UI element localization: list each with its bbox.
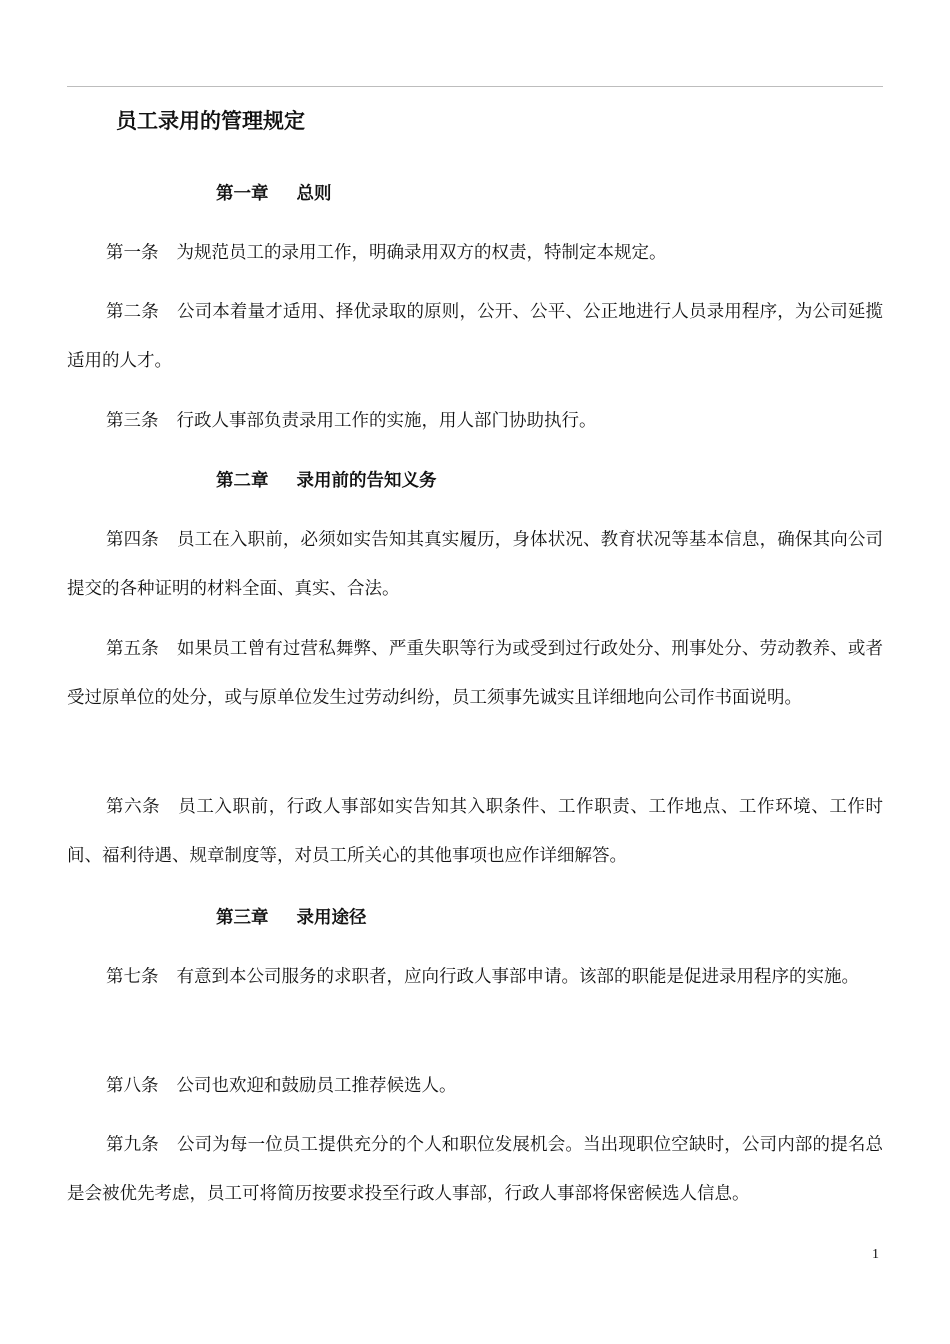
- chapter-heading-2: [216, 468, 437, 494]
- chapter-heading-1: [216, 181, 332, 207]
- article-text: 如果员工曾有过营私舞弊、严重失职等行为或受到过行政处分、刑事处分、劳动教养、或者受过原单位的处分，或与原单位发生过劳动纠纷，员工须事先诚实且详细地向公司作书面说明。: [67, 639, 884, 708]
- page-number: 1: [872, 1247, 879, 1262]
- document-title: 员工录用的管理规定: [116, 109, 305, 133]
- article-label: 第四条: [106, 530, 159, 550]
- article-label: 第九条: [106, 1135, 159, 1155]
- article-label: 第八条: [106, 1076, 159, 1096]
- chapter-label: 第一章: [216, 184, 269, 204]
- article-text: 行政人事部负责录用工作的实施，用人部门协助执行。: [176, 411, 597, 431]
- article-4: [67, 516, 883, 614]
- article-text: 有意到本公司服务的求职者，应向行政人事部申请。该部的职能是促进录用程序的实施。: [176, 967, 859, 987]
- article-1: [67, 229, 883, 278]
- article-label: 第六条: [106, 797, 161, 817]
- article-text: 公司也欢迎和鼓励员工推荐候选人。: [176, 1076, 457, 1096]
- article-text: 公司为每一位员工提供充分的个人和职位发展机会。当出现职位空缺时，公司内部的提名总是会被优先考虑，员工可将简历按要求投至行政人事部，行政人事部将保密候选人信息。: [67, 1135, 884, 1204]
- chapter-title: 录用途径: [296, 908, 367, 928]
- article-2: [67, 288, 883, 386]
- header-rule: [67, 86, 883, 87]
- chapter-heading-3: [216, 905, 367, 931]
- article-text: 员工入职前，行政人事部如实告知其入职条件、工作职责、工作地点、工作环境、工作时间、福利待遇、规章制度等，对员工所关心的其他事项也应作详细解答。: [67, 797, 884, 866]
- article-8: [67, 1062, 883, 1111]
- article-7: [67, 953, 883, 1002]
- article-label: 第三条: [106, 411, 159, 431]
- chapter-label: 第二章: [216, 471, 269, 491]
- chapter-title: 总则: [296, 184, 332, 204]
- article-3: [67, 397, 883, 446]
- chapter-label: 第三章: [216, 908, 269, 928]
- article-label: 第一条: [106, 243, 159, 263]
- article-text: 为规范员工的录用工作，明确录用双方的权责，特制定本规定。: [176, 243, 667, 263]
- chapter-title: 录用前的告知义务: [296, 471, 437, 491]
- article-text: 员工在入职前，必须如实告知其真实履历，身体状况、教育状况等基本信息，确保其向公司提交的各种证明的材料全面、真实、合法。: [67, 530, 884, 599]
- article-5: [67, 625, 883, 723]
- article-label: 第五条: [106, 639, 159, 659]
- article-label: 第二条: [106, 302, 159, 322]
- article-9: [67, 1121, 883, 1219]
- article-6: [67, 783, 883, 881]
- article-label: 第七条: [106, 967, 159, 987]
- article-text: 公司本着量才适用、择优录取的原则，公开、公平、公正地进行人员录用程序，为公司延揽适用的人才。: [67, 302, 884, 371]
